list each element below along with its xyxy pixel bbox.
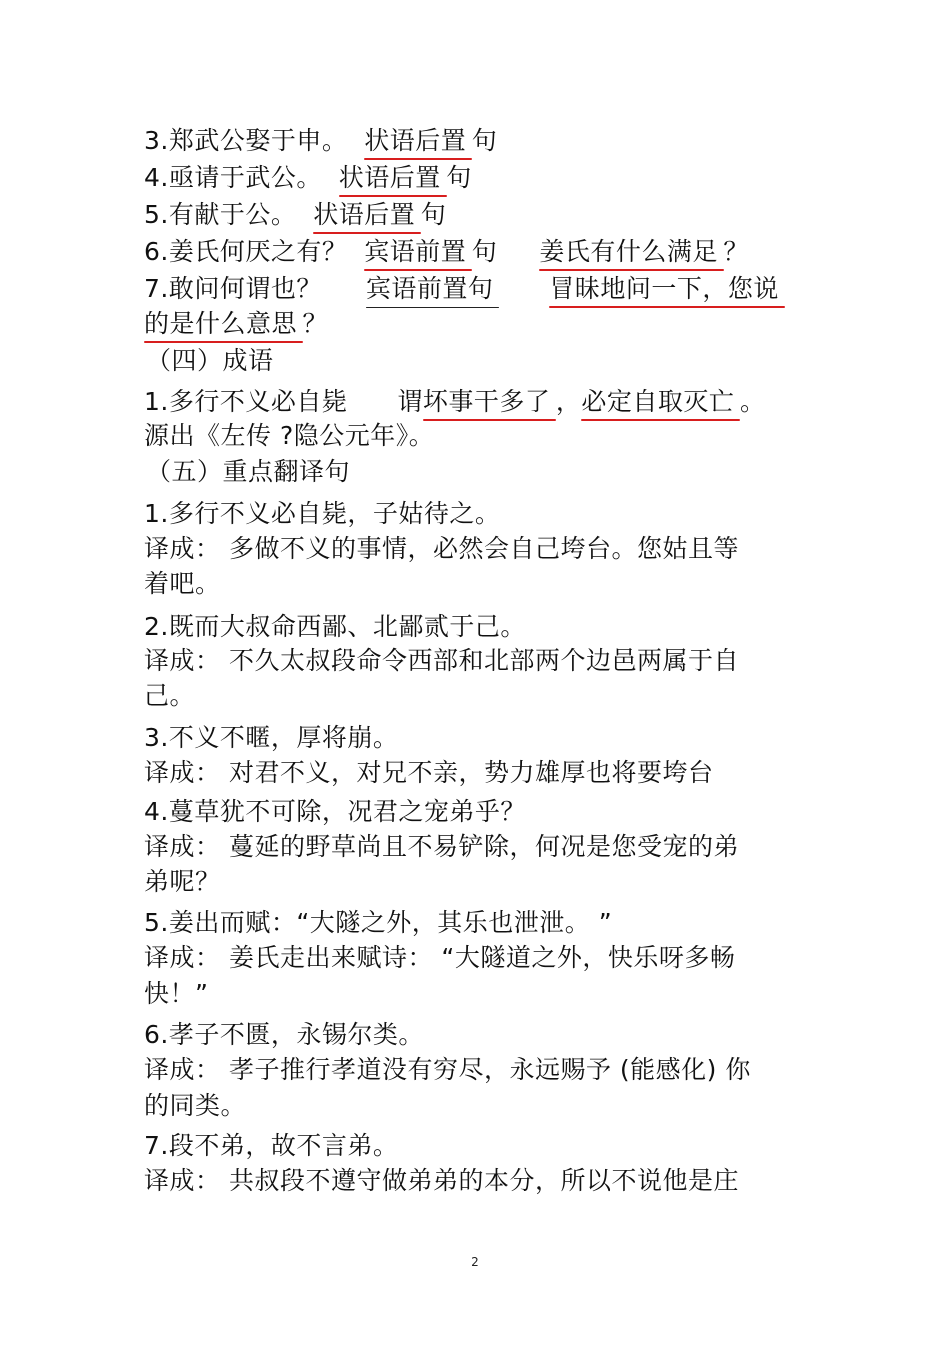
translation-line: 快！”: [144, 979, 209, 1008]
idiom-prefix: 谓: [397, 387, 423, 416]
syntax-item-7: [144, 274, 779, 304]
translation-sentence: 7.段不弟，故不言弟。: [144, 1131, 399, 1160]
answer-underlined: 宾语前置: [364, 237, 467, 266]
translation-line: 译成： 不久太叔段命令西部和北部两个边邑两属于自: [144, 646, 739, 675]
translation-line: 的同类。: [144, 1091, 247, 1120]
syntax-item-5: [144, 200, 446, 230]
idiom-source: 源出《左传 ?隐公元年》。: [144, 421, 435, 450]
translation-sentence: 6.孝子不匮，永锡尔类。: [144, 1020, 424, 1049]
tail-mark: ？: [302, 309, 329, 338]
answer-suffix: 句: [471, 126, 498, 155]
answer-suffix: 句: [446, 163, 472, 192]
item-sentence: 有献于公。: [168, 200, 297, 229]
item-sentence: 敢问何谓也？: [168, 274, 322, 303]
syntax-item-7-cont: [144, 309, 328, 339]
translation-sentence: 2.既而大叔命西鄙、北鄙贰于己。: [144, 612, 526, 641]
answer-suffix: 句: [420, 200, 447, 229]
translation-line: 译成： 姜氏走出来赋诗： “大隧道之外，快乐呀多畅: [144, 943, 736, 972]
translation-line: 译成： 共叔段不遵守做弟弟的本分，所以不说他是庄: [144, 1166, 739, 1195]
translation-line: 译成： 孝子推行孝道没有穷尽，永远赐予 (能感化) 你: [144, 1055, 751, 1084]
item-number: 7.: [144, 274, 169, 303]
translation-line: 己。: [144, 681, 196, 710]
translation-line: 译成： 对君不义，对兄不亲，势力雄厚也将要垮台: [144, 758, 714, 787]
tail-mark: ？: [723, 237, 749, 266]
translation-line: 译成： 蔓延的野草尚且不易铲除，何况是您受宠的弟: [144, 832, 739, 861]
translation-line: 译成： 多做不义的事情，必然会自己垮台。您姑且等: [144, 534, 739, 563]
translation-sentence: 4.蔓草犹不可除，况君之宠弟乎？: [144, 797, 526, 826]
item-sentence: 亟请于武公。: [168, 163, 322, 192]
section-heading-idiom: （四）成语: [146, 346, 274, 375]
idiom-phrase: 多行不义必自毙: [168, 387, 348, 416]
syntax-item-3: [144, 126, 497, 156]
answer-underlined: 坏事干多了: [422, 387, 551, 416]
translation-sentence: 5.姜出而赋：“大隧之外，其乐也泄泄。 ”: [144, 908, 613, 937]
item-number: 3.: [144, 126, 169, 155]
item-sentence: 姜氏何厌之有？: [168, 237, 348, 266]
section-heading-translation: （五）重点翻译句: [146, 457, 351, 486]
answer-underlined: 状语后置: [338, 163, 441, 192]
translation-sentence: 1.多行不义必自毙，子姑待之。: [144, 499, 501, 528]
translation-underlined: 冒昧地问一下，您说: [549, 274, 779, 303]
syntax-item-4: [144, 163, 472, 193]
answer-underlined: 状语后置: [364, 126, 467, 155]
translation-underlined: 的是什么意思: [144, 309, 298, 338]
translation-line: 着吧。: [144, 569, 221, 598]
item-number: 1.: [144, 387, 169, 416]
syntax-item-6: [144, 237, 749, 267]
answer-underlined: 宾语前置句: [365, 274, 494, 303]
translation-line: 弟呢？: [144, 867, 221, 896]
item-number: 6.: [144, 237, 169, 266]
item-sentence: 郑武公娶于申。: [168, 126, 348, 155]
answer-underlined: 必定自取灭亡: [581, 387, 735, 416]
answer-suffix: 句: [471, 237, 498, 266]
item-number: 5.: [144, 200, 169, 229]
idiom-item: 1.多行不义必自毙 谓坏事干多了 ，必定自取灭亡 。: [144, 387, 766, 416]
translation-underlined: 姜氏有什么满足: [539, 237, 718, 266]
page-number: 2: [471, 1255, 479, 1269]
answer-underlined: 状语后置: [313, 200, 416, 229]
translation-sentence: 3.不义不暱，厚将崩。: [144, 723, 399, 752]
item-number: 4.: [144, 163, 169, 192]
